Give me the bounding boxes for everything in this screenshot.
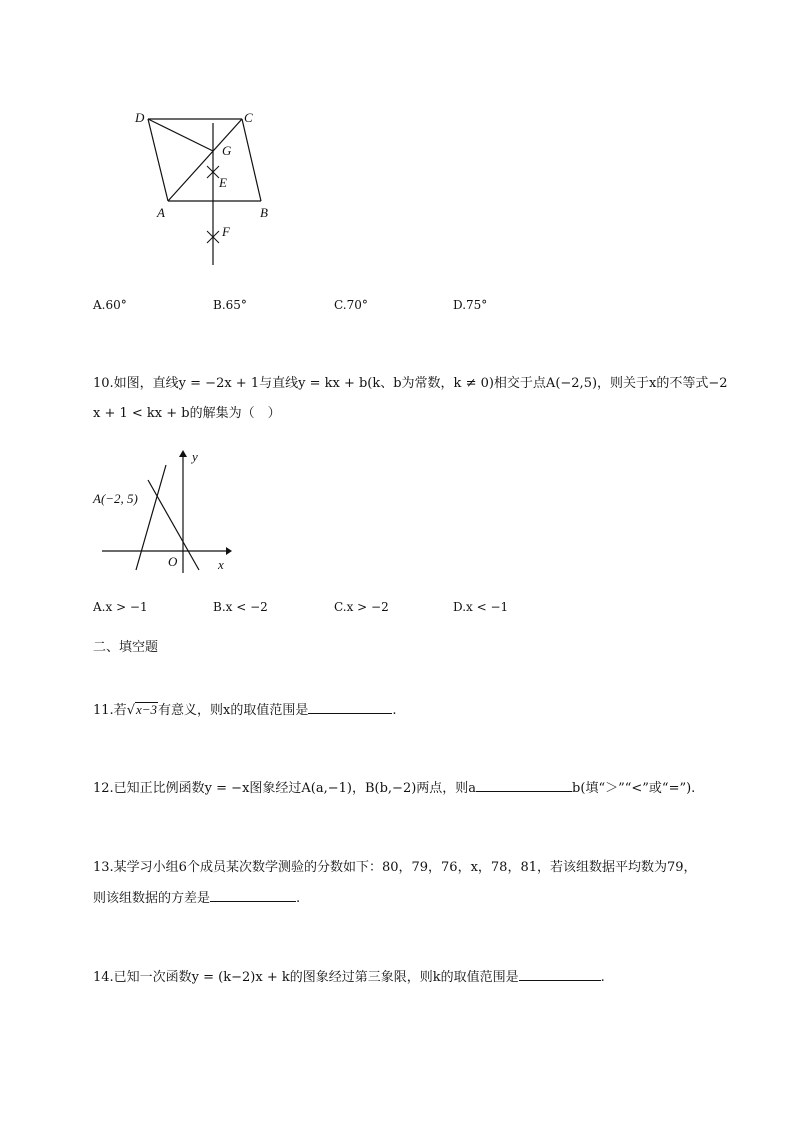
q14-end: . xyxy=(600,970,605,985)
q11-text xyxy=(93,701,397,721)
side-cb xyxy=(242,119,261,201)
q11-radicand: x−3 xyxy=(135,702,158,717)
line-intersection-graph xyxy=(90,445,250,580)
q9-option-c: C.70° xyxy=(334,298,368,312)
q11-end: . xyxy=(392,703,397,718)
q11-suffix: 有意义，则x的取值范围是 xyxy=(158,703,309,718)
point-a-label: A(−2, 5) xyxy=(93,491,138,506)
section-heading: 二、填空题 xyxy=(93,640,159,655)
q9-option-d: D.75° xyxy=(453,298,488,312)
q10-option-a: A.x > −1 xyxy=(93,600,148,614)
q12-suffix: b(填“＞”“<”或“=”). xyxy=(572,781,696,796)
y-axis-label: y xyxy=(192,449,198,464)
x-axis-arrow xyxy=(226,547,232,555)
label-c: C xyxy=(244,110,253,125)
q11-answer-blank[interactable] xyxy=(308,701,392,714)
origin-label: O xyxy=(168,554,178,569)
diagonal-ac xyxy=(168,119,242,201)
parallelogram-figure xyxy=(120,105,290,270)
q9-option-a: A.60° xyxy=(93,298,127,312)
q12-answer-blank[interactable] xyxy=(476,779,572,792)
label-e: E xyxy=(219,175,227,190)
q13-line2-prefix: 则该组数据的方差是 xyxy=(93,891,211,906)
q10-option-c: C.x > −2 xyxy=(334,600,389,614)
q10-option-b: B.x < −2 xyxy=(213,600,268,614)
q11-prefix: 11.若 xyxy=(93,703,127,718)
sqrt-symbol: √ xyxy=(126,703,135,718)
segment-dg xyxy=(148,119,213,151)
q13-text-line2 xyxy=(93,889,300,909)
q9-option-b: B.65° xyxy=(213,298,247,312)
q10-text-line2: x + 1 < kx + b的解集为（ ） xyxy=(93,406,281,421)
q12-prefix: 12.已知正比例函数y = −x图象经过A(a,−1)，B(b,−2)两点，则a xyxy=(93,781,477,796)
x-axis-label: x xyxy=(218,557,224,572)
label-f: F xyxy=(222,224,230,239)
q14-answer-blank[interactable] xyxy=(519,968,601,981)
label-a: A xyxy=(157,205,165,220)
q13-end: . xyxy=(296,891,301,906)
label-b: B xyxy=(260,205,268,220)
q13-text-line1: 13.某学习小组6个成员某次数学测验的分数如下：80，79，76，x，78，81，若该组数据平均数为79， xyxy=(93,860,697,875)
label-d: D xyxy=(135,110,145,125)
q10-option-d: D.x < −1 xyxy=(453,600,509,614)
q13-answer-blank[interactable] xyxy=(210,889,296,902)
q12-text xyxy=(93,779,695,799)
line-y-kx-plus-b xyxy=(136,465,166,570)
q14-text xyxy=(93,968,605,988)
y-axis-arrow xyxy=(179,450,187,457)
label-g: G xyxy=(222,143,232,158)
q14-prefix: 14.已知一次函数y = (k−2)x + k的图象经过第三象限，则k的取值范围是 xyxy=(93,970,519,985)
side-ad xyxy=(148,119,168,201)
q10-text-line1: 10.如图，直线y = −2x + 1与直线y = kx + b(k、b为常数，k ≠ 0)相交于点A(−2,5)，则关于x的不等式−2 xyxy=(93,376,728,391)
